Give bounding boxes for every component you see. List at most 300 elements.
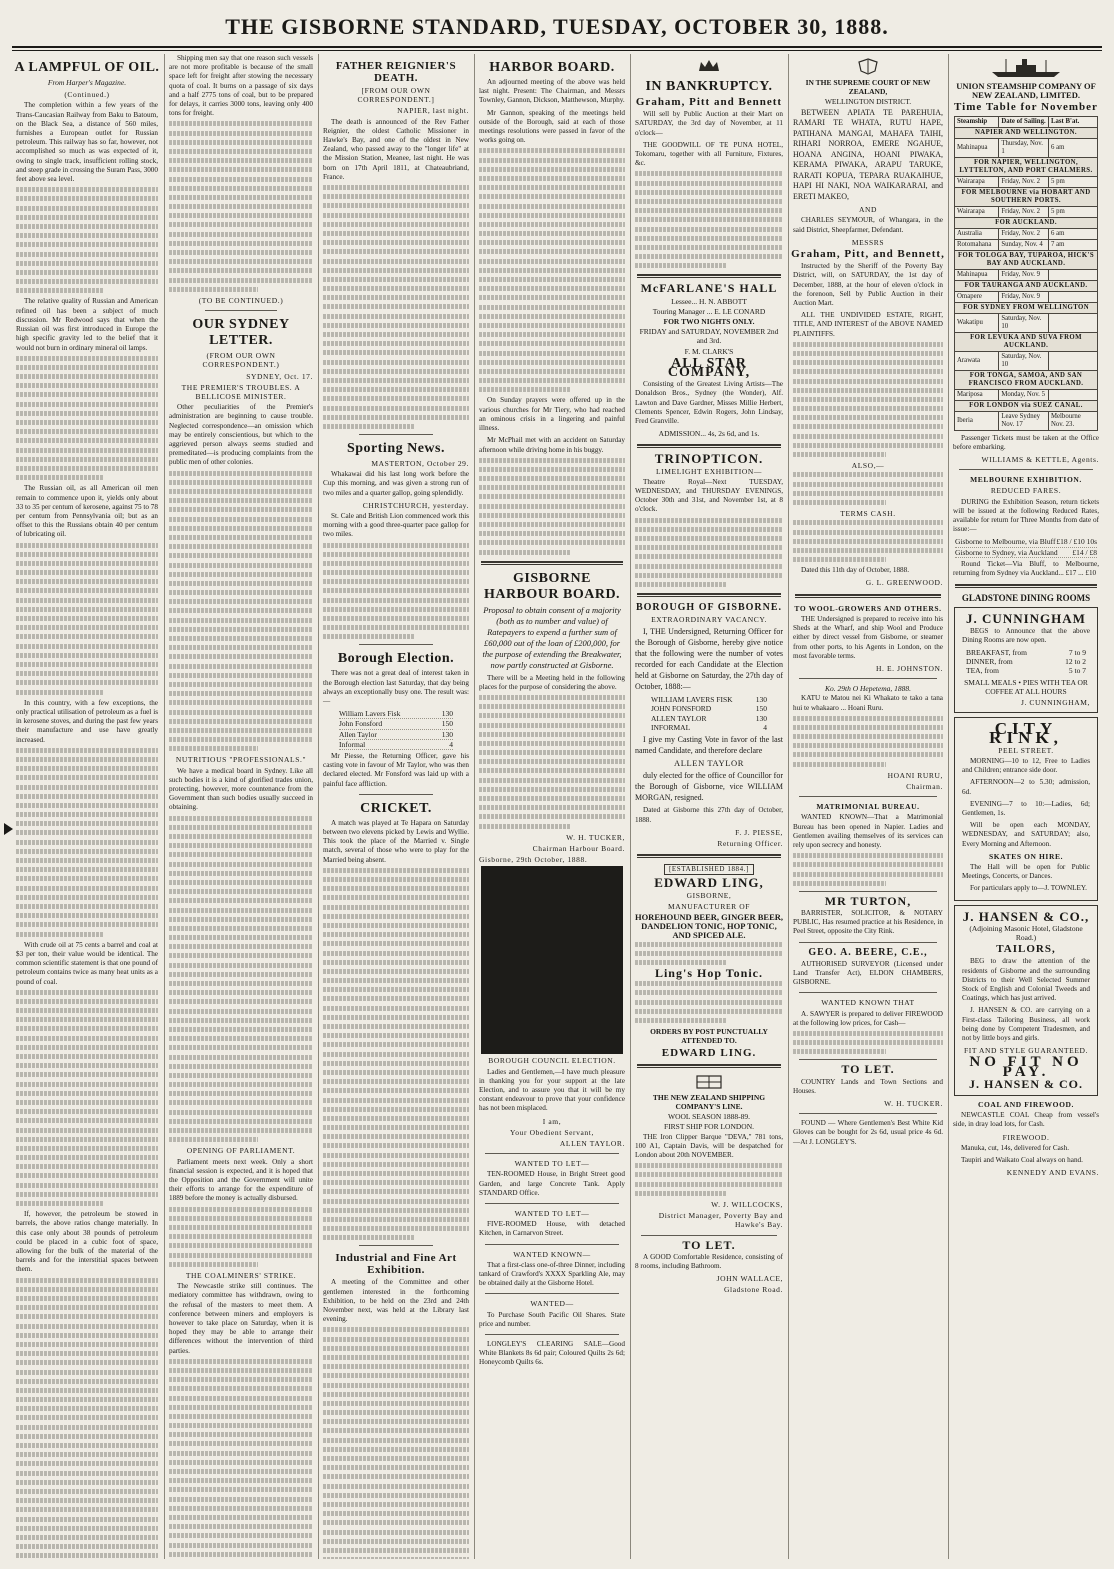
result-row: John Fonsford 150 [339, 719, 453, 729]
damaged-print-area [481, 866, 623, 1054]
signature-date: Gisborne, 29th October, 1888. [479, 855, 588, 865]
to-let-text: A GOOD Comfortable Residence, consisting of 8 rooms, including Bathroom. [635, 1252, 783, 1271]
timetable-cell: Friday, Nov. 9 [999, 291, 1049, 302]
coal-signature: KENNEDY AND EVANS. [1006, 1168, 1099, 1178]
timetable [954, 116, 1098, 431]
letter-source: (FROM OUR OWN CORRESPONDENT.) [202, 351, 280, 370]
rink-box [954, 717, 1098, 900]
timetable-cell: Arawata [955, 351, 999, 370]
timetable-cell: Leave Sydney Nov. 17 [999, 411, 1049, 430]
firewood-label: FIREWOOD. [1002, 1132, 1050, 1142]
firewood-text: Manuka, cut, 14s, delivered for Cash. [961, 1143, 1069, 1152]
found-ad: FOUND — Where Gentlemen's Best White Kid Gloves can be bought for 2s 6d, usual price 4s 6d.—At J. LONGLEY'S. [793, 1119, 943, 1146]
newspaper-title: THE GISBORNE STANDARD, TUESDAY, OCTOBER 30, 1888. [225, 14, 889, 39]
letter-subhead: NUTRITIOUS "PROFESSIONALS." [175, 755, 307, 765]
column-1 [12, 54, 162, 1559]
timetable-cell: 7 am [1048, 239, 1097, 250]
article-paragraph: The completion within a few years of the Trans-Caucasian Railway from Baku to Batoum, on the Black Sea, a distance of 560 miles, furnishes a European outlet for Russian petroleum. This railway has so far, however, not accomplished so much as was expected of it, owing to single track, insufficient rolling stock, and steep grade in crossing the Suram Pass, 3000 feet above sea level. [16, 101, 158, 184]
small-meals: SMALL MEALS • PIES WITH TEA OR COFFEE AT ALL HOURS [964, 677, 1088, 696]
timetable-row [955, 176, 1098, 187]
flag-icon [694, 1074, 724, 1090]
timetable-cell: Omapere [955, 291, 999, 302]
timetable-cell: Wairarapa [955, 206, 999, 217]
timetable-cell: Mahinapua [955, 138, 999, 157]
timetable-cell: 6 am [1048, 228, 1097, 239]
text-block [635, 981, 783, 1023]
no-fit-no-pay: NO FIT NO PAY. [969, 1054, 1083, 1080]
maori-notice: KATU te Matou nei Ki Whakato te tako a tana hui te whakaaro ... Hoani Ruru. [793, 694, 943, 712]
dated-line: Dated this 11th day of October, 1888. [801, 566, 910, 575]
bureau-title: MATRIMONIAL BUREAU. [816, 802, 920, 812]
rink-afternoon: AFTERNOON—2 to 5.30; admission, 6d. [962, 778, 1090, 796]
route-label: FOR LONDON via SUEZ CANAL. [955, 400, 1098, 411]
article-paragraph: Other peculiarities of the Premier's administration are beginning to cause trouble. Neglected correspondence—an omission which may be entirely conscientious, but which to the aggrieved person always seems studied and premeditated—is producing complaints from the public men of other colonies. [169, 403, 313, 467]
wool-title: TO WOOL-GROWERS AND OTHERS. [794, 603, 942, 613]
route-label: FOR NAPIER, WELLINGTON, LYTTELTON, AND PORT CHALMERS. [955, 157, 1098, 176]
fit-guarantee: FIT AND STYLE GUARANTEED. [963, 1046, 1089, 1056]
timetable-route-row [955, 127, 1098, 138]
crown-icon [696, 57, 722, 73]
company-name: ALL STAR COMPANY, [667, 355, 751, 380]
rink-street: PEEL STREET. [998, 745, 1054, 755]
column-7 [948, 54, 1103, 1559]
officer-name: F. J. PIESSE, [735, 827, 783, 837]
timetable-row [955, 351, 1098, 370]
article-paragraph: The relative quality of Russian and American refined oil has been a subject of much discussion. Mr Redwood says that when the Russian oil was first introduced in Europe the high specific gravity led to the belief that it would not burn in ordinary mineral oil lamps. [16, 297, 158, 352]
timetable-header: Steamship [955, 116, 999, 127]
text-block [169, 816, 313, 1143]
signoff-line: I am, [542, 1116, 562, 1126]
election-headline: Borough Election. [337, 651, 455, 667]
timetable-header-row [955, 116, 1098, 127]
vote-table [651, 695, 767, 732]
signature-title: Chairman Harbour Board. [532, 844, 625, 853]
letter-subhead: THE PREMIER'S TROUBLES. A BELLICOSE MINISTER. [181, 382, 301, 401]
maori-date: Ko. 29th O Hepetema, 1888. [824, 684, 912, 694]
article-paragraph: The Newcastle strike still continues. The mediatory committee has withdrawn, owing to the refusal of the masters to meet them. A conference between miners and employers is however to take place on Saturday, when it is hoped they may be able to arrange their differences without the intervention of third parties. [169, 1282, 313, 1355]
shipping-agent-name: W. J. WILLCOCKS, [711, 1200, 783, 1210]
company-text: Consisting of the Greatest Living Artists—The Donaldson Bros., Sydney (the Wonder), Alf. Lawton and Dave Gardner, Misses Millie Herbert, Clements Spencer, Edwin Rogers, John Lindsay, Fred Granville. [635, 380, 783, 425]
timetable-cell: Iberia [955, 411, 999, 430]
beere-text: AUTHORISED SURVEYOR (Licensed under Land Transfer Act), ELDON CHAMBERS, GISBORNE. [793, 959, 943, 987]
timetable-cell: Monday, Nov. 5 [999, 389, 1049, 400]
maori-chair: Chairman. [906, 782, 943, 792]
rink-hall: The Hall will be open for Public Meetings, Concerts, or Dances. [962, 862, 1090, 881]
text-block [16, 990, 158, 1206]
route-label: FOR MELBOURNE via HOBART AND SOUTHERN PORTS. [955, 187, 1098, 206]
sport-dateline: MASTERTON, October 29. [371, 458, 469, 468]
hansen-box [954, 905, 1098, 1096]
rink-days: Will be open each MONDAY, WEDNESDAY, and SATURDAY; also, Every Morning and Afternoon. [962, 821, 1090, 848]
officer-title: Returning Officer. [717, 838, 783, 848]
text-block [479, 695, 625, 829]
obituary-dateline: NAPIER, last night. [397, 106, 469, 116]
to-let-place: Gladstone Road. [724, 1285, 783, 1295]
meal-row: TEA, from 5 to 7 [966, 666, 1086, 676]
sport-dateline: CHRISTCHURCH, yesterday. [362, 500, 469, 510]
round-ticket: Round Ticket—Via Bluff, to Melbourne, returning from Sydney via Auckland... £17 ... £10 [953, 559, 1099, 578]
letter-subhead: OPENING OF PARLIAMENT. [186, 1146, 296, 1156]
text-block [16, 543, 158, 695]
hall-title: McFARLANE'S HALL [640, 281, 778, 296]
obituary-headline: FATHER REIGNIER'S DEATH. [335, 60, 457, 84]
text-block [169, 1359, 313, 1559]
text-block [635, 942, 783, 965]
meal-times [966, 648, 1086, 676]
route-label: FOR AUCKLAND. [955, 217, 1098, 228]
vote-row: WILLIAM LAVERS FISK 130 [651, 695, 767, 705]
masthead-rule [12, 46, 1102, 51]
article-paragraph: Whakawai did his last long work before the Cup this morning, and was given a strong run of two miles and a quarter gallop, going splendidly. [323, 470, 469, 497]
timetable-cell: Australia [955, 228, 999, 239]
timetable-header: Date of Sailing. [999, 116, 1049, 127]
text-block [793, 520, 943, 562]
to-let-name: JOHN WALLACE, [716, 1274, 783, 1284]
text-block [793, 342, 943, 457]
column-3 [318, 54, 473, 1559]
ling-place: GISBORNE, [686, 890, 732, 900]
estate-text: ALL THE UNDIVIDED ESTATE, RIGHT, TITLE, AND INTEREST of the ABOVE NAMED PLAINTIFFS. [793, 311, 943, 338]
classified-text: To Purchase South Pacific Oil Shares. State price and number. [479, 1310, 625, 1328]
timetable-cell: Mahinapua [955, 269, 999, 280]
bankruptcy-title: IN BANKRUPTCY. [645, 79, 773, 94]
trinopticon-title: TRINOPTICON. [654, 451, 764, 467]
rink-morning: MORNING—10 to 12, Free to Ladies and Children; entrance side door. [962, 756, 1090, 775]
vacancy-heading: EXTRAORDINARY VACANCY. [651, 615, 767, 625]
sawyer-title: WANTED KNOWN THAT [821, 998, 915, 1008]
shipping-first: FIRST SHIP FOR LONDON. [663, 1122, 755, 1132]
dining-text: BEGS to Announce that the above Dining Rooms are now open. [962, 626, 1090, 644]
tailors-label: TAILORS, [996, 943, 1056, 956]
classified-title: WANTED KNOWN— [513, 1249, 591, 1259]
hansen-signature: J. HANSEN & CO. [968, 1076, 1083, 1091]
text-block [793, 472, 943, 505]
messrs-label: MESSRS [851, 237, 885, 247]
thanks-paragraph: Ladies and Gentlemen,—I have much pleasure in thanking you for your support at the late Election, and to assure you that it will be my constant endeavour to prove that your confidence has not been misplaced. [479, 1067, 625, 1113]
article-paragraph: Mr McPhail met with an accident on Saturday afternoon while driving home in his buggy. [479, 436, 625, 454]
article-paragraph: With crude oil at 75 cents a barrel and coal at $3 per ton, their value would be identical. The common scientific statement is that one pound of petroleum contains twice as many heat units as a pound of coal. [16, 940, 158, 986]
company-owner: F. M. CLARK'S [684, 346, 734, 356]
rink-contact: For particulars apply to—J. TOWNLEY. [970, 884, 1087, 893]
route-label: FOR SYDNEY FROM WELLINGTON [955, 302, 1098, 313]
timetable-row [955, 206, 1098, 217]
timetable-cell [1048, 389, 1097, 400]
text-block [479, 148, 625, 392]
article-source: From Harper's Magazine. [47, 78, 127, 87]
exhibition-headline: Industrial and Fine Art Exhibition. [335, 1252, 457, 1277]
court-district: WELLINGTON DISTRICT. [824, 97, 912, 107]
classified-text: FIVE-ROOMED House, with detached Kitchen, in Carnarvon Street. [479, 1220, 625, 1238]
ling-signature: EDWARD LING. [661, 1046, 757, 1059]
timetable-cell [1048, 351, 1097, 370]
dining-box [954, 607, 1098, 713]
clearing-sale-ad: LONGLEY'S CLEARING SALE—Good White Blankets 8s 6d pair; Coloured Quilts 2s 6d; Honeycomb Quilts 6s. [479, 1340, 625, 1367]
council-heading: BOROUGH COUNCIL ELECTION. [488, 1056, 616, 1066]
article-paragraph: There was not a great deal of interest taken in the Borough election last Saturday, that day being always an exceptionally busy one. The result was:— [323, 669, 469, 706]
hall-nights: FOR TWO NIGHTS ONLY. [663, 316, 755, 326]
text-block [479, 458, 625, 555]
timetable-cell [1048, 269, 1097, 280]
text-block [323, 185, 469, 429]
timetable-body [955, 127, 1098, 430]
fare-row: Gisborne to Melbourne, via Bluff £18 / £10 10s [955, 537, 1097, 547]
terms-label: TERMS CASH. [840, 509, 896, 519]
article-paragraph: If, however, the petroleum be stowed in barrels, the above ratios change materially. In this case only about 38 pounds of petroleum could be placed in a cubic foot of space, allowing for the bulk of the material of the barrels and for the interstitial spaces between them. [16, 1210, 158, 1274]
column-4 [474, 54, 629, 1559]
ling-products: HOREHOUND BEER, GINGER BEER, DANDELION TONIC, HOP TONIC, AND SPICED ALE. [634, 911, 784, 941]
timetable-cell: Wairarapa [955, 176, 999, 187]
admission-prices: ADMISSION... 4s, 2s 6d, and 1s. [658, 429, 760, 439]
shipping-season: WOOL SEASON 1888-89. [667, 1112, 750, 1122]
trinopticon-text: Theatre Royal—Next TUESDAY, WEDNESDAY, and THURSDAY EVENINGS, October 30th and 31st, and November 1st, at 8 o'clock. [635, 477, 783, 514]
rink-title: CITY RINK, [989, 719, 1063, 748]
text-block [635, 518, 783, 587]
classified-title: WANTED— [530, 1299, 574, 1309]
cricket-headline: CRICKET. [360, 800, 432, 816]
ling-orders: ORDERS BY POST PUNCTUALLY ATTENDED TO. [650, 1027, 768, 1046]
timetable-route-row [955, 332, 1098, 351]
signoff-name: ALLEN TAYLOR. [559, 1139, 625, 1149]
text-block [16, 748, 158, 937]
harbour-proposal: Proposal to obtain consent of a majority (both as to number and value) of Ratepayers to expend a further sum of £60,000 out of the loan of £200,000, for the purpose of extending the Breakwater, now partly constructed at Gisborne. [482, 604, 622, 670]
signature-name: W. H. TUCKER, [566, 832, 625, 842]
article-paragraph: Parliament meets next week. Only a short financial session is expected, and it is hoped that the Opposition and the Government will unite their efforts to arrange for the expenditure of 1889 before the money is actually disbursed. [169, 1157, 313, 1203]
text-block [16, 356, 158, 480]
article-paragraph: In this country, with a few exceptions, the only practical utilisation of petroleum as a fuel is in kerosene stoves, and during the past few years their manufacture and use have greatly increased. [16, 698, 158, 744]
shipping-title: THE NEW ZEALAND SHIPPING COMPANY'S LINE. [652, 1092, 766, 1112]
hansen-text: BEG to draw the attention of the residents of Gisborne and the surrounding Districts to their Well Selected Summer Stock of English and Colonial Tweeds and Coatings, which has just arrived. [962, 957, 1090, 1003]
text-block [16, 1278, 158, 1559]
steamship-icon [986, 57, 1066, 79]
rink-evening: EVENING—7 to 10:—Ladies, 6d; Gentlemen, 1s. [962, 799, 1090, 817]
result-row: Allen Taylor 130 [339, 729, 453, 739]
article-paragraph: The Russian oil, as all American oil men remain to commence upon it, yields only about 33 to 35 per centum of kerosene, against 75 to 78 per centum from Pennsylvania oil; but as an offset to this the Russians obtain 40 per centum of lubricating oil. [16, 484, 158, 539]
elected-name: ALLEN TAYLOR [673, 758, 745, 769]
timetable-cell: 6 am [1048, 138, 1097, 157]
timetable-route-row [955, 217, 1098, 228]
article-paragraph: The death is announced of the Rev Father Reignier, the oldest Catholic Missioner in Hawke's Bay, and one of the oldest in New Zealand, who passed away to the "longer life" at the Mission Station, Meanee, last night. He was born on 17th April 1811, at Chateaubriand, France. [323, 117, 469, 181]
masthead [0, 0, 1114, 52]
column-5 [630, 54, 787, 1559]
column-6 [788, 54, 947, 1559]
timetable-route-row [955, 157, 1098, 176]
timetable-row [955, 269, 1098, 280]
beere-title: GEO. A. BEERE, C.E., [808, 946, 928, 958]
timetable-route-row [955, 187, 1098, 206]
article-paragraph: There will be a Meeting held in the following places for the purpose of considering the above. [479, 673, 625, 691]
company-title: UNION STEAMSHIP COMPANY OF NEW ZEALAND, LIMITED. [956, 81, 1096, 101]
ling-trade: MANUFACTURER OF [668, 901, 750, 911]
timetable-row [955, 291, 1098, 302]
text-block [323, 868, 469, 1241]
timetable-cell: Melbourne Nov. 23. [1048, 411, 1097, 430]
hansen-address: (Adjoining Masonic Hotel, Gladstone Road.) [969, 923, 1083, 942]
route-label: NAPIER AND WELLINGTON. [955, 127, 1098, 138]
timetable-cell: Friday, Nov. 2 [999, 206, 1049, 217]
timetable-cell: Saturday, Nov. 10 [999, 313, 1049, 332]
classified-title: WANTED TO LET— [514, 1159, 590, 1169]
to-let-title: TO LET. [682, 1237, 736, 1252]
letter-dateline: SYDNEY, Oct. 17. [246, 371, 313, 381]
timetable-cell: Saturday, Nov. 10 [999, 351, 1049, 370]
text-block [16, 187, 158, 293]
text-block [323, 543, 469, 640]
vote-row: ALLEN TAYLOR 130 [651, 713, 767, 723]
text-block [635, 1163, 783, 1196]
auction-text: Will sell by Public Auction at their Mart on SATURDAY, the 3rd day of November, at 11 o'clock— [635, 110, 783, 137]
article-paragraph: Mr Gannon, speaking of the meetings held outside of the Borough, said at each of those meetings resolutions were passed in favor of the works going on. [479, 108, 625, 145]
timetable-cell: Sunday, Nov. 4 [999, 239, 1049, 250]
article-paragraph: An adjourned meeting of the above was held last night. Present: The Chairman, and Messrs Townley, Gannon, Dickson, Matthewson, Murphy. [479, 78, 625, 105]
bureau-text: WANTED KNOWN—That a Matrimonial Bureau has been opened in Napier. Ladies and Gentlemen availing themselves of its services can rely upon secrecy and honesty. [793, 813, 943, 850]
vote-row: INFORMAL 4 [651, 722, 767, 732]
ling-tonic: Ling's Hop Tonic. [654, 966, 764, 981]
sawyer-text: A. SAWYER is prepared to deliver FIREWOOD at the following low prices, for Cash— [793, 1009, 943, 1027]
letter-headline: OUR SYDNEY LETTER. [192, 317, 290, 349]
wool-text: THE Undersigned is prepared to receive into his Sheds at the Wharf, and ship Wool and Produce either by direct vessel from Gisborne, or steamer from other ports, to his Agents in London, on the most favorable terms. [793, 614, 943, 660]
proprietor-name: J. CUNNINGHAM [966, 611, 1086, 627]
route-label: FOR TONGA, SAMOA, AND SAN FRANCISCO FROM AUCKLAND. [955, 370, 1098, 389]
continued-note: (TO BE CONTINUED.) [198, 295, 284, 305]
timetable-row [955, 138, 1098, 157]
column-2 [164, 54, 317, 1559]
route-label: FOR TOLOGA BAY, TUPAROA, HICK'S BAY AND AUCKLAND. [955, 250, 1098, 269]
timetable-row [955, 228, 1098, 239]
vote-row: JOHN FONSFORD 150 [651, 704, 767, 714]
article-paragraph: Shipping men say that one reason such vessels are not more profitable is because of the small space left for freight after stowing the necessary quota of coal. It burns on a passage of six days and a half 2775 tons of coal, but to be prepared for delays, it carries 3000 tons, leaving only 400 tons for freight. [169, 54, 313, 118]
signoff-line: Your Obedient Servant, [510, 1127, 594, 1137]
timetable-cell [1048, 313, 1097, 332]
exhibition-title: MELBOURNE EXHIBITION. [970, 475, 1082, 485]
vacancy-text: I, THE Undersigned, Returning Officer for the Borough of Gisborne, hereby give notice that the following were the number of votes recorded for each Candidate at the Election held at Gisborne on Saturday, the 27th day of October, 1888:— [635, 627, 783, 692]
meal-row: BREAKFAST, from 7 to 9 [966, 648, 1086, 658]
auctioneer-firm: Graham, Pitt, and Bennett, [791, 247, 945, 260]
election-results [339, 709, 453, 750]
country-signature: W. H. TUCKER. [884, 1099, 943, 1109]
text-block [323, 1327, 469, 1559]
passenger-note: Passenger Tickets must be taken at the Office before embarking. [953, 433, 1099, 451]
shipping-agent-title: District Manager, Poverty Bay and Hawke's Bay. [658, 1211, 783, 1230]
shipping-text: THE Iron Clipper Barque "DEVA," 781 tons, 100 A1, Captain Davis, will be despatched for London about 20th NOVEMBER. [635, 1132, 783, 1160]
timetable-row [955, 239, 1098, 250]
hansen-title: J. HANSEN & CO., [962, 908, 1090, 924]
text-block [793, 716, 943, 767]
result-row: William Lavers Fisk 130 [339, 709, 453, 719]
page-columns [12, 54, 1102, 1559]
page-edge-arrow-icon [4, 823, 13, 835]
ling-name: EDWARD LING, [654, 875, 764, 891]
goodwill-text: THE GOODWILL OF TE PUNA HOTEL, Tokomaru, together with all Furniture, Fixtures, &c. [635, 140, 783, 168]
exhibition-text: DURING the Exhibition Season, return tickets will be issued at the following Reduced Rates, available for return for Three Months from date of issue:— [953, 497, 1099, 534]
timetable-route-row [955, 280, 1098, 291]
timetable-route-row [955, 400, 1098, 411]
result-row: Informal 4 [339, 739, 453, 749]
timetable-cell [1048, 291, 1097, 302]
article-headline: A LAMPFUL OF OIL. [14, 60, 160, 75]
exhibition-sub: REDUCED FARES. [990, 486, 1062, 496]
fare-row: Gisborne to Sydney, via Auckland £14 / £8 [955, 547, 1097, 557]
text-block [793, 1031, 943, 1054]
turton-text: BARRISTER, SOLICITOR, & NOTARY PUBLIC, Has resumed practice at his Residence, in Peel Street, opposite the City Rink. [793, 909, 943, 936]
court-and: AND [858, 205, 878, 215]
timetable-header: Last B'at. [1048, 116, 1097, 127]
timetable-cell: Wakatipu [955, 313, 999, 332]
vacancy-date: Dated at Gisborne this 27th day of October, 1888. [635, 806, 783, 824]
wool-signature: H. E. JOHNSTON. [876, 663, 943, 673]
text-block [169, 471, 313, 752]
timetable-cell: Rotomahana [955, 239, 999, 250]
fares-table [955, 537, 1097, 557]
court-title: IN THE SUPREME COURT OF NEW ZEALAND, [805, 78, 931, 97]
article-paragraph: St. Cale and British Lion commenced work this morning with a good three-quarter pace gallop for two miles. [323, 511, 469, 539]
vacancy-text: duly elected for the office of Councillor for the Borough of Gisborne, vice WILLIAM MORGAN, resigned. [635, 771, 783, 803]
timetable-cell: Friday, Nov. 9 [999, 269, 1049, 280]
borough-title: BOROUGH OF GISBORNE. [635, 601, 783, 613]
timetable-route-row [955, 370, 1098, 389]
signature-name: G. L. GREENWOOD. [865, 578, 943, 588]
court-parties: BETWEEN APIATA TE PAREHUIA, RAMARI TE WHATA, RUTU HAPE, PATIHANA MANGAI, MAHAFA TAIHI, RIHARI NORROA, EMERE NGAHUE, HOANA ANGINA, HOANI PIWAKA, KERAMA PIWAKA, ARAPU TARUKE, RARATI KOPUA, TEPARA RUAKAIHUE, HAPI HI NAKI, NOA WAIKARARAI, and ERETI MAKEO, [793, 107, 943, 201]
maori-signature: HOANI RURU, [887, 770, 943, 780]
coal-agent: Taupiri and Waikato Coal always on hand. [961, 1156, 1083, 1164]
article-paragraph: We have a medical board in Sydney. Like all such bodies it is a kind of glorified trades union, protecting, however, more countenance from the Government than such bodies usually succeed in obtaining. [169, 766, 313, 812]
timetable-cell: 5 pm [1048, 206, 1097, 217]
timetable-cell: 5 pm [1048, 176, 1097, 187]
vacancy-text: I give my Casting Vote in favor of the last named Candidate, and therefore declare [635, 735, 783, 756]
classified-text: TEN-ROOMED House, in Bright Street good Garden, and large Concrete Tank. Apply STANDARD Office. [479, 1170, 625, 1197]
turton-title: MR TURTON, [824, 893, 912, 908]
agents-signature: WILLIAMS & KETTLE, Agents. [981, 455, 1099, 465]
coal-text: NEWCASTLE COAL Cheap from vessel's side, in dray load lots, for Cash. [953, 1111, 1099, 1129]
timetable-cell: Friday, Nov. 2 [999, 176, 1049, 187]
timetable-row [955, 313, 1098, 332]
article-paragraph: On Sunday prayers were offered up in the various churches for Mr Tiery, who had reached an ominous crisis in a lingering and painful illness. [479, 396, 625, 433]
established-badge: [ESTABLISHED 1884.] [664, 864, 754, 875]
skates-on-hire: SKATES ON HIRE. [988, 851, 1064, 861]
text-block [793, 853, 943, 886]
classified-text: That a first-class one-of-three Dinner, including tankard of Crawford's XXXX Sparkling Ale, may be obtained daily at the Gisborne Hotel. [479, 1260, 625, 1288]
dining-signature: J. CUNNINGHAM, [1020, 698, 1090, 708]
timetable-route-row [955, 302, 1098, 313]
route-label: FOR TAURANGA AND AUCKLAND. [955, 280, 1098, 291]
hall-lessee: Lessee... H. N. ABBOTT [671, 296, 747, 306]
timetable-route-row [955, 250, 1098, 269]
timetable-row [955, 389, 1098, 400]
meal-row: DINNER, from 12 to 2 [966, 657, 1086, 667]
letter-subhead: THE COALMINERS' STRIKE. [185, 1270, 297, 1280]
hansen-text: J. HANSEN & CO. are carrying on a First-class Tailoring Business, all work being done by Competent Tradesmen, and not by little boys and girls. [962, 1006, 1090, 1042]
text-block [169, 121, 313, 291]
article-continued: (Continued.) [64, 90, 110, 100]
sport-headline: Sporting News. [346, 440, 445, 456]
country-title: TO LET. [841, 1062, 895, 1077]
timetable-title: Time Table for November [954, 101, 1098, 114]
article-paragraph: Mr Piesse, the Returning Officer, gave his casting vote in favour of Mr Taylor, who was then declared elected. Mr Fonsford was laid up with a painful face affliction. [323, 752, 469, 788]
text-block [169, 1207, 313, 1267]
auction-text: Instructed by the Sheriff of the Poverty Bay District, will, on SATURDAY, the 1st day of December, 1888, at the hour of eleven o'clock in the forenoon, Sell by Public Auction in their Auction Mart. [793, 262, 943, 307]
timetable-cell: Mariposa [955, 389, 999, 400]
article-paragraph: A match was played at Te Hapara on Saturday between two elevens picked by Lewis and Wyllie. This took the place of the Married v. Single match, several of those who were to play for the Married being absent. [323, 818, 469, 864]
text-block [635, 171, 783, 268]
timetable-row [955, 411, 1098, 430]
hall-manager: Touring Manager ... E. LE CONARD [652, 306, 766, 316]
harbour-board-title: GISBORNE HARBOUR BOARD. [483, 570, 621, 602]
dining-title: GLADSTONE DINING ROOMS [961, 593, 1091, 604]
coat-of-arms-icon [853, 57, 883, 75]
harbor-headline: HARBOR BOARD. [489, 60, 615, 75]
court-defendant: CHARLES SEYMOUR, of Whangara, in the said District, Sheepfarmer, Defendant. [793, 216, 943, 234]
timetable-cell: Thursday, Nov. 1 [999, 138, 1049, 157]
obituary-source: [FROM OUR OWN CORRESPONDENT.] [357, 86, 435, 105]
